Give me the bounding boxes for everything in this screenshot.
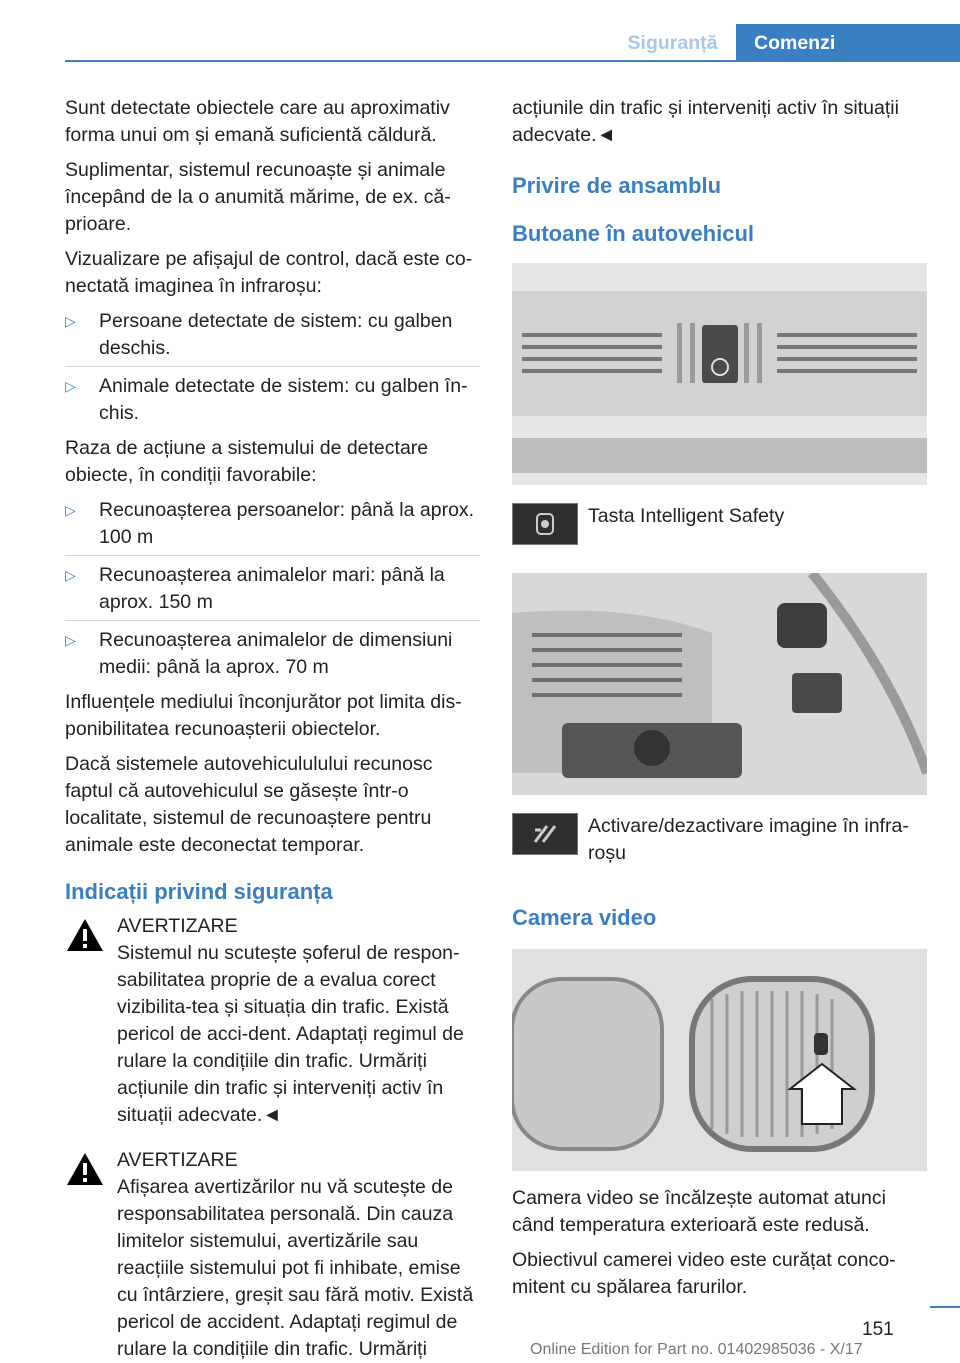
paragraph: Raza de acțiune a sistemului de detectare obiecte, în condiții favorabile: bbox=[65, 437, 429, 486]
subsection-heading: Butoane în autovehicul bbox=[512, 221, 755, 246]
list-item-text: Animale detectate de sistem: cu galben în‐chis. bbox=[99, 375, 468, 424]
footer-rule bbox=[930, 1306, 960, 1308]
paragraph: Sunt detectate obiectele care au aproximativ forma unui om și emană suficientă căldură. bbox=[65, 97, 450, 146]
list-item bbox=[65, 497, 480, 556]
warning-block bbox=[65, 1147, 480, 1363]
bullet-list bbox=[65, 308, 480, 427]
triangle-bullet-icon: ▷ bbox=[65, 313, 76, 329]
edition-note: Online Edition for Part no. 01402985036 - X/17 bbox=[530, 1341, 863, 1358]
button-row bbox=[512, 813, 927, 885]
paragraph: Obiectivul camerei video este curățat conco‐mitent cu spălarea farurilor. bbox=[512, 1249, 896, 1298]
list-item-text: Persoane detectate de sistem: cu galben deschis. bbox=[99, 310, 453, 359]
paragraph: Vizualizare pe afișajul de control, dacă este co‐nectată imaginea în infraroșu: bbox=[65, 248, 473, 297]
intelligent-safety-button-icon bbox=[512, 503, 578, 545]
list-item bbox=[65, 627, 480, 681]
list-item bbox=[65, 562, 480, 621]
steering-controls-image bbox=[512, 573, 927, 795]
warning-text: Sistemul nu scutește șoferul de respon‐sabilitatea proprie de a evalua corect vizibilita‐tea și situația din trafic. Există pericol de acci‐dent. Adaptați regimul de rulare la condițiile din trafic. Urmăriți acțiunile din trafic și interveniți activ în situații adecvate.◄ bbox=[117, 942, 464, 1126]
button-label: Tasta Intelligent Safety bbox=[588, 505, 785, 527]
page-header bbox=[0, 24, 960, 62]
left-column bbox=[65, 95, 480, 1363]
button-row bbox=[512, 503, 927, 555]
warning-triangle-icon bbox=[65, 1151, 105, 1187]
right-column bbox=[512, 95, 927, 1309]
section-heading: Indicații privind siguranța bbox=[65, 879, 333, 904]
warning-title: AVERTIZARE bbox=[117, 915, 238, 937]
active-tab: Comenzi bbox=[736, 24, 960, 62]
list-item-text: Recunoașterea persoanelor: până la aprox. 100 m bbox=[99, 499, 475, 548]
warning-title: AVERTIZARE bbox=[117, 1149, 238, 1171]
list-item bbox=[65, 373, 480, 427]
paragraph: acțiunile din trafic și interveniți activ în situații adecvate.◄ bbox=[512, 97, 899, 146]
paragraph: Camera video se încălzește automat atunci când temperatura exterioară este redusă. bbox=[512, 1187, 886, 1236]
list-item bbox=[65, 308, 480, 367]
dashboard-buttons-image bbox=[512, 263, 927, 485]
page-number: 151 bbox=[862, 1319, 894, 1340]
warning-text: Afișarea avertizărilor nu vă scutește de responsabilitatea personală. Din cauza limitelor sistemului, avertizările sau reacțiile sistemului pot fi inhibate, emise cu întârziere, greșit sau fără motiv. Există pericol de accident. Adaptați regimul de rulare la condițiile din trafic. Urmăriți bbox=[117, 1176, 474, 1360]
section-tab: Siguranță bbox=[627, 32, 718, 54]
paragraph: Dacă sistemele autovehicululului recunosc faptul că autovehiculul se găsește într-o localitate, sistemul de recunoaștere pentru animale este deconectat temporar. bbox=[65, 753, 433, 856]
header-rule bbox=[65, 60, 960, 62]
warning-block bbox=[65, 913, 480, 1129]
infrared-image-button-icon bbox=[512, 813, 578, 855]
triangle-bullet-icon: ▷ bbox=[65, 632, 76, 648]
warning-triangle-icon bbox=[65, 917, 105, 953]
button-label: Activare/dezactivare imagine în infra‐roșu bbox=[588, 815, 909, 864]
bullet-list bbox=[65, 497, 480, 681]
list-item-text: Recunoașterea animalelor mari: până la aprox. 150 m bbox=[99, 564, 445, 613]
triangle-bullet-icon: ▷ bbox=[65, 378, 76, 394]
list-item-text: Recunoașterea animalelor de dimensiuni medii: până la aprox. 70 m bbox=[99, 629, 453, 678]
subsection-heading: Camera video bbox=[512, 905, 657, 930]
camera-grille-image bbox=[512, 949, 927, 1171]
triangle-bullet-icon: ▷ bbox=[65, 567, 76, 583]
triangle-bullet-icon: ▷ bbox=[65, 502, 76, 518]
section-heading: Privire de ansamblu bbox=[512, 173, 722, 198]
paragraph: Influențele mediului înconjurător pot limita dis‐ponibilitatea recunoașterii obiectelor. bbox=[65, 691, 462, 740]
paragraph: Suplimentar, sistemul recunoaște și animale începând de la o anumită mărime, de ex. că‐prioare. bbox=[65, 159, 451, 235]
